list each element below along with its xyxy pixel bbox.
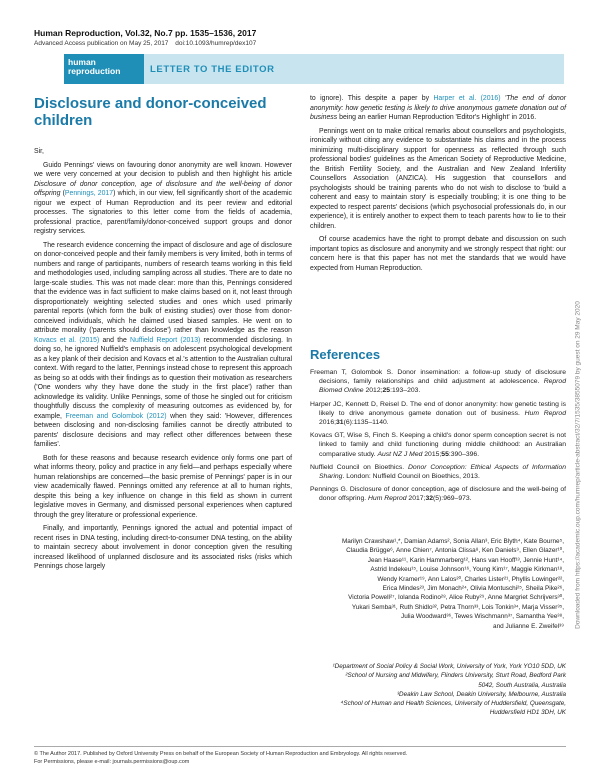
p2-text-a: The research evidence concerning the impact of disclosure and age of disclosure on donor-conceived people and their family members is very limited, both in terms of numbers and range of participants, numbers of research teams working in this field and methodologies used, including sampling across all studies. There are to date no large-scale studies. This was not made clear: more than this, Pennings considered that the evidence was in fact sufficient to make claims based on it, not least through disproportionately weighting selected studies and ones which used primarily parental reports (which form the bulk of existing studies) over those from donor-conceived individuals, which he claimed used biased samples. He went on to attribute morality ('parents should disclose') rather than knowledge as the reason: [34, 241, 292, 334]
ref-pages: :390–396.: [448, 450, 480, 458]
ref-year: 2016;: [319, 419, 337, 427]
copyright-footer: [34, 750, 407, 766]
ref-journal: Hum Reprod: [524, 409, 566, 417]
logo-line2: reproduction: [68, 66, 121, 76]
ref-journal: Hum Reprod: [368, 495, 407, 503]
citation-link-freeman[interactable]: Freeman and Golombok (2012): [65, 412, 167, 420]
ref-title: Donor Conception: Ethical Aspects of Information Sharing: [319, 463, 566, 481]
paragraph-7: Of course academics have the right to prompt debate and discussion on such important topics as disclosure and anonymity and we strongly respect that right: our concern here is that this paper has not met the standards that we would have expected from Human Reproduction.: [310, 236, 566, 272]
left-column: [34, 147, 292, 576]
affiliation-line: ⁴School of Human and Health Sciences, University of Huddersfield, Queensgate,: [340, 700, 566, 708]
affiliation-line: ³Deakin Law School, Deakin University, Melbourne, Australia: [396, 690, 566, 698]
p2-text-d: when they said: 'However, differences between disclosing and non-disclosing families cannot be directly attributed to parents' disclosure decisions and may reflect other differences between these families'.: [34, 412, 293, 448]
ref-volume: 25: [382, 387, 391, 395]
p5-text-a: to ignore). This despite a paper by: [310, 95, 434, 102]
salutation: Sir,: [34, 148, 44, 155]
signatory-line: Julia Woodward³⁶, Tewes Wischmann³⁷, Samantha Yee³⁸,: [401, 613, 564, 621]
p2-text-c: recommended disclosing. In doing so, he ignored Nuffield's emphasis on adolescent psychological development as a key plank of their decision and Kovacs et al.'s attention to the Australian cultural context. With regard to the latter, Pennings instead chose to represent this approach as being so at odds with their findings as to question their motivation as researchers ('One wonders why they have done the study in the first place') rather than acknowledge its validity. Unlike Pennings, some of those he singled out for criticism thoughtfully discuss the complexity of measuring outcomes as evidenced by, for example,: [34, 336, 292, 420]
affiliation-line: Huddersfield HD1 3DH, UK: [489, 709, 566, 717]
affiliation-line: ¹Department of Social Policy & Social Work, University of York, York YO10 5DD, UK: [332, 663, 566, 670]
ref-text: Pennings G. Disclosure of donor conception, age of disclosure and the well-being of donor offspring.: [310, 486, 566, 503]
doi: doi:10.1093/humrep/dex107: [175, 40, 257, 47]
paragraph-6: Pennings went on to make critical remarks about counsellors and psychologists, ironically without citing any evidence to substantiate his claims and in the process minimizing multi-disciplinary support for openness as reflected through such professional bodies' guidelines as the American Society of Reproductive Medicine, the British Fertility Society, and the Australian and New Zealand Infertility Counsellors Association (ANZICA). His suggestion that counsellors and psychologists should be training parents who do not wish to disclose to 'build a coherent and easy to maintain story' is especially troubling; it is one thing to be expected to respect parents' decisions (which psychosocial professionals do, in our experience), it is entirely another to expect them to teach parents how to lie to their children.: [310, 127, 566, 230]
download-sidebar: [572, 180, 584, 750]
signatory-line: and Julianne E. Zweifel³⁹: [493, 622, 564, 630]
p1-text-a: Guido Pennings' views on favouring donor anonymity are well known. However we were very concerned at your decision to publish and then highlight his article: [34, 161, 292, 178]
p5-text-c: being an earlier Human Reproduction 'Editor's Highlight' in 2016.: [337, 114, 537, 121]
citation-link-nuffield[interactable]: Nuffield Report (2013): [130, 336, 201, 344]
citation-link-kovacs[interactable]: Kovacs et al. (2015): [34, 336, 100, 344]
paragraph-3: Both for these reasons and because research evidence only forms one part of what informs theory, policy and practice in any field—and perhaps especially where human relationships are concerned—the basic premise of Pennings' paper is in our view academically flawed. Pennings omitted any reference at all to human rights, despite this being a key influence on change in this field as shown in current legislative moves in Germany, and dismissed personal experiences when captured through the grey literature or professional experience.: [34, 454, 292, 519]
p1-text-b: (: [60, 190, 65, 197]
signatory-line: Marilyn Crawshaw¹,*, Damian Adams², Sonia Allan³, Eric Blyth⁴, Kate Bourne⁵,: [341, 538, 564, 545]
paragraph-5: [310, 94, 566, 123]
paragraph-1: [34, 161, 292, 237]
references-list: [310, 368, 566, 508]
citation-link-harper[interactable]: Harper et al. (2016): [433, 95, 501, 102]
affiliation-line: 5042, South Australia, Australia: [478, 681, 566, 689]
ref-volume: 32: [425, 495, 433, 503]
reference-item: [310, 400, 566, 428]
affiliations: [310, 662, 566, 718]
p1-text-c: ) which, in our view, fell significantly short of the academic rigour we expect of Human Reproduction and its peer review and editorial processes. The signatories to this letter come from the fields of academia, professional practice, parent/family/donor-conceived support groups and donor registry services.: [34, 190, 292, 235]
signatory-line: Erica Mindes²³, Jim Monach²⁴, Olivia Montuschi²⁵, Sheila Pike²⁶,: [382, 585, 564, 593]
citation-link-pennings[interactable]: Pennings, 2017: [64, 190, 114, 197]
paragraph-4: Finally, and importantly, Pennings ignored the actual and potential impact of recent rises in DNA testing, including direct-to-consumer DNA testing, on the ability to maintain secrecy about involvement in donor conception given the resulting increased likelihood of unplanned disclosure and its associated risks (risks which Pennings chose largely: [34, 525, 292, 570]
publication-info: [34, 40, 261, 47]
reference-item: [310, 431, 566, 459]
p5-article-title: 'The end of donor anonymity: how genetic testing is likely to drive anonymous gamete donation out of business: [310, 95, 566, 121]
ref-journal: Reprod Biomed Online: [319, 378, 566, 395]
p1-article-title: Disclosure of donor conception, age of disclosure and the well-being of donor offspring: [34, 180, 292, 197]
affiliation-line: ²School of Nursing and Midwifery, Flinders University, Sturt Road, Bedford Park: [345, 672, 566, 680]
references-heading: References: [310, 347, 381, 362]
ref-volume: 31: [336, 419, 344, 427]
ref-pages: :193–203.: [390, 387, 421, 395]
ref-text: Harper JC, Kennett D, Reisel D. The end of donor anonymity: how genetic testing is likely to drive anonymous gamete donation out of business.: [310, 400, 566, 417]
ref-text: Nuffield Council on Bioethics.: [310, 463, 408, 471]
ref-publisher: . London: Nuffield Council on Bioethics, 2013.: [342, 473, 480, 481]
ref-year: 2012;: [363, 387, 383, 395]
article-title: Disclosure and donor-conceived children: [34, 95, 267, 129]
ref-text: Freeman T, Golombok S. Donor insemination: a follow-up study of disclosure decisions, family relationships and child adjustment at adolescence.: [310, 369, 566, 386]
journal-logo: [64, 54, 144, 84]
right-column: [310, 94, 566, 277]
journal-citation: Human Reproduction, Vol.32, No.7 pp. 1535–1536, 2017: [34, 28, 257, 38]
paragraph-2: [34, 241, 292, 450]
signatory-line: Victoria Powell²⁷, Iolanda Rodino²⁸, Alice Ruby²⁹, Anne Margriet Schrijvers³⁰,: [348, 594, 564, 602]
ref-year: 2017;: [406, 495, 426, 503]
copyright-line: © The Author 2017. Published by Oxford University Press on behalf of the European Society of Human Reproduction and Embryology. All rights reserved.: [34, 751, 408, 757]
ref-journal: Aust NZ J Med: [377, 450, 423, 458]
signatory-line: Astrid Indekeu¹⁵, Louise Johnson¹⁶, Young Kim¹⁷, Maggie Kirkman¹⁸,: [370, 566, 564, 574]
reference-item: [310, 485, 566, 503]
ref-text: Kovacs GT, Wise S, Finch S. Keeping a child's donor sperm conception secret is not linked to family and child functioning during middle childhood: an Australian comparative study.: [310, 432, 566, 458]
ref-pages: (6):1135–1140.: [343, 419, 389, 427]
ref-volume: 55: [441, 450, 449, 458]
logo-line1: human: [68, 57, 96, 67]
ref-pages: (5):969–973.: [433, 495, 472, 503]
reference-item: [310, 463, 566, 481]
signatory-line: Yukari Semba³¹, Ruth Shidlo³², Petra Thorn³³, Lois Tonkin³⁴, Marja Visser³⁵,: [351, 603, 564, 611]
advance-access: Advanced Access publication on May 25, 2017: [34, 40, 169, 47]
signatory-line: Wendy Kramer¹⁹, Ann Lalos²⁰, Charles Lister²¹, Phyllis Lowinger²²,: [377, 575, 564, 583]
footer-divider: [34, 746, 566, 747]
signatories: [318, 537, 564, 631]
signatory-line: Jean Haase¹¹, Karin Hammarberg¹², Hans van Hooff¹³, Jennie Hunt¹⁴,: [367, 556, 564, 564]
download-note: Downloaded from https://academic.oup.com/humrep/article-abstract/32/7/1535/3855079 by guest on 29 May 2020: [574, 301, 582, 629]
signatory-line: Claudia Brügge⁶, Anne Chien⁷, Antonia Clissa⁸, Ken Daniels⁹, Ellen Glazer¹⁰,: [346, 547, 564, 555]
ref-year: 2015;: [422, 450, 442, 458]
permissions-line: For Permissions, please e-mail: journals.permissions@oup.com: [34, 759, 190, 765]
p2-text-b: and the: [99, 336, 131, 344]
reference-item: [310, 368, 566, 396]
section-label: LETTER TO THE EDITOR: [150, 64, 275, 75]
